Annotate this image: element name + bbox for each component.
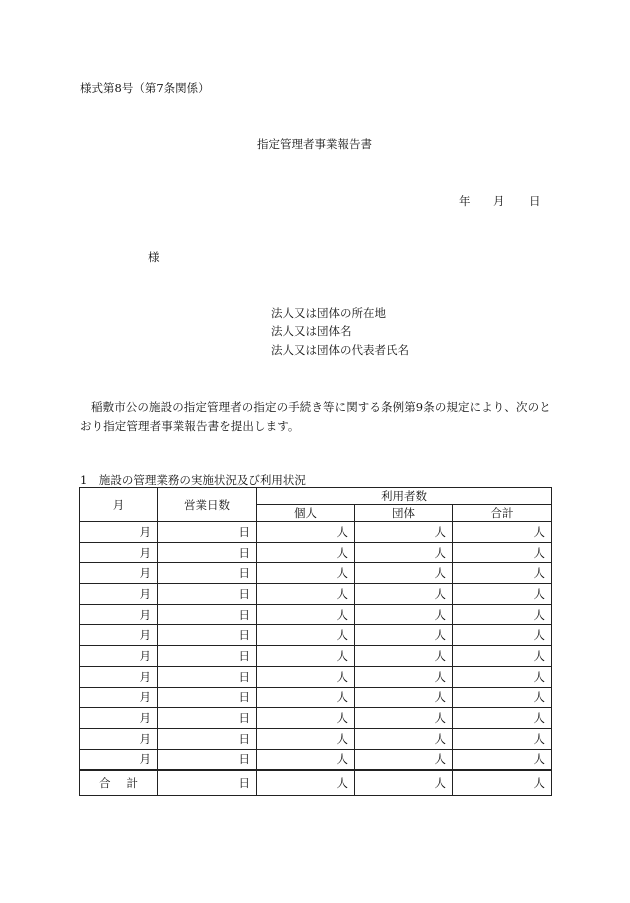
month-cell: 月 xyxy=(80,604,158,625)
total-cell: 人 xyxy=(453,749,552,770)
month-cell: 月 xyxy=(80,522,158,543)
total-row xyxy=(80,770,552,796)
days-cell: 日 xyxy=(158,604,257,625)
header-individual: 個人 xyxy=(257,505,355,522)
group-cell: 人 xyxy=(355,749,453,770)
month-cell: 月 xyxy=(80,708,158,729)
section-heading: 1 施設の管理業務の実施状況及び利用状況 xyxy=(80,473,306,487)
individual-cell: 人 xyxy=(257,708,355,729)
total-days-cell: 日 xyxy=(158,770,257,796)
individual-cell: 人 xyxy=(257,625,355,646)
table-row xyxy=(80,584,552,605)
total-cell: 人 xyxy=(453,563,552,584)
header-month: 月 xyxy=(80,488,158,522)
group-cell: 人 xyxy=(355,604,453,625)
total-cell: 人 xyxy=(453,666,552,687)
table-row xyxy=(80,666,552,687)
month-cell: 月 xyxy=(80,563,158,584)
date-day-label: 日 xyxy=(529,194,541,208)
days-cell: 日 xyxy=(158,687,257,708)
total-cell: 人 xyxy=(453,687,552,708)
group-cell: 人 xyxy=(355,687,453,708)
table-row xyxy=(80,687,552,708)
month-cell: 月 xyxy=(80,687,158,708)
header-business-days: 営業日数 xyxy=(158,488,257,522)
group-cell: 人 xyxy=(355,584,453,605)
group-cell: 人 xyxy=(355,666,453,687)
individual-cell: 人 xyxy=(257,728,355,749)
days-cell: 日 xyxy=(158,666,257,687)
group-cell: 人 xyxy=(355,708,453,729)
days-cell: 日 xyxy=(158,749,257,770)
group-cell: 人 xyxy=(355,625,453,646)
days-cell: 日 xyxy=(158,563,257,584)
total-cell: 人 xyxy=(453,625,552,646)
applicant-representative-label: 法人又は団体の代表者氏名 xyxy=(271,343,409,357)
individual-cell: 人 xyxy=(257,646,355,667)
individual-cell: 人 xyxy=(257,522,355,543)
individual-cell: 人 xyxy=(257,687,355,708)
days-cell: 日 xyxy=(158,728,257,749)
group-cell: 人 xyxy=(355,542,453,563)
table-row xyxy=(80,708,552,729)
group-cell: 人 xyxy=(355,563,453,584)
table-row xyxy=(80,646,552,667)
table-row xyxy=(80,625,552,646)
total-cell: 人 xyxy=(453,604,552,625)
table-row xyxy=(80,522,552,543)
month-cell: 月 xyxy=(80,666,158,687)
header-total: 合計 xyxy=(453,505,552,522)
total-label-cell xyxy=(80,770,158,796)
individual-cell: 人 xyxy=(257,604,355,625)
form-number: 様式第8号（第7条関係） xyxy=(80,81,210,95)
applicant-name-label: 法人又は団体名 xyxy=(271,324,352,338)
group-cell: 人 xyxy=(355,728,453,749)
date-month-label: 月 xyxy=(493,194,505,208)
total-cell: 人 xyxy=(453,584,552,605)
total-cell: 人 xyxy=(453,728,552,749)
days-cell: 日 xyxy=(158,625,257,646)
month-cell: 月 xyxy=(80,728,158,749)
header-users: 利用者数 xyxy=(257,488,552,505)
days-cell: 日 xyxy=(158,542,257,563)
table-row xyxy=(80,749,552,770)
month-cell: 月 xyxy=(80,646,158,667)
individual-cell: 人 xyxy=(257,666,355,687)
total-cell: 人 xyxy=(453,646,552,667)
header-group: 団体 xyxy=(355,505,453,522)
table-row xyxy=(80,728,552,749)
body-paragraph: 稲敷市公の施設の指定管理者の指定の手続き等に関する条例第9条の規定により、次のとおり指定管理者事業報告書を提出します。 xyxy=(80,400,551,433)
total-label-first: 合 xyxy=(99,776,111,790)
month-cell: 月 xyxy=(80,584,158,605)
individual-cell: 人 xyxy=(257,542,355,563)
total-total-cell: 人 xyxy=(453,770,552,796)
table-row xyxy=(80,604,552,625)
days-cell: 日 xyxy=(158,584,257,605)
total-cell: 人 xyxy=(453,542,552,563)
total-cell: 人 xyxy=(453,522,552,543)
days-cell: 日 xyxy=(158,522,257,543)
addressee-honorific: 様 xyxy=(148,250,160,264)
days-cell: 日 xyxy=(158,646,257,667)
date-year-label: 年 xyxy=(459,194,471,208)
total-cell: 人 xyxy=(453,708,552,729)
individual-cell: 人 xyxy=(257,584,355,605)
total-group-cell: 人 xyxy=(355,770,453,796)
month-cell: 月 xyxy=(80,749,158,770)
table-row xyxy=(80,563,552,584)
month-cell: 月 xyxy=(80,542,158,563)
group-cell: 人 xyxy=(355,522,453,543)
document-title: 指定管理者事業報告書 xyxy=(257,137,372,151)
month-cell: 月 xyxy=(80,625,158,646)
days-cell: 日 xyxy=(158,708,257,729)
group-cell: 人 xyxy=(355,646,453,667)
table-row xyxy=(80,542,552,563)
applicant-address-label: 法人又は団体の所在地 xyxy=(271,306,386,320)
usage-report-table xyxy=(79,487,552,796)
individual-cell: 人 xyxy=(257,749,355,770)
total-label-second: 計 xyxy=(126,776,138,790)
total-individual-cell: 人 xyxy=(257,770,355,796)
individual-cell: 人 xyxy=(257,563,355,584)
